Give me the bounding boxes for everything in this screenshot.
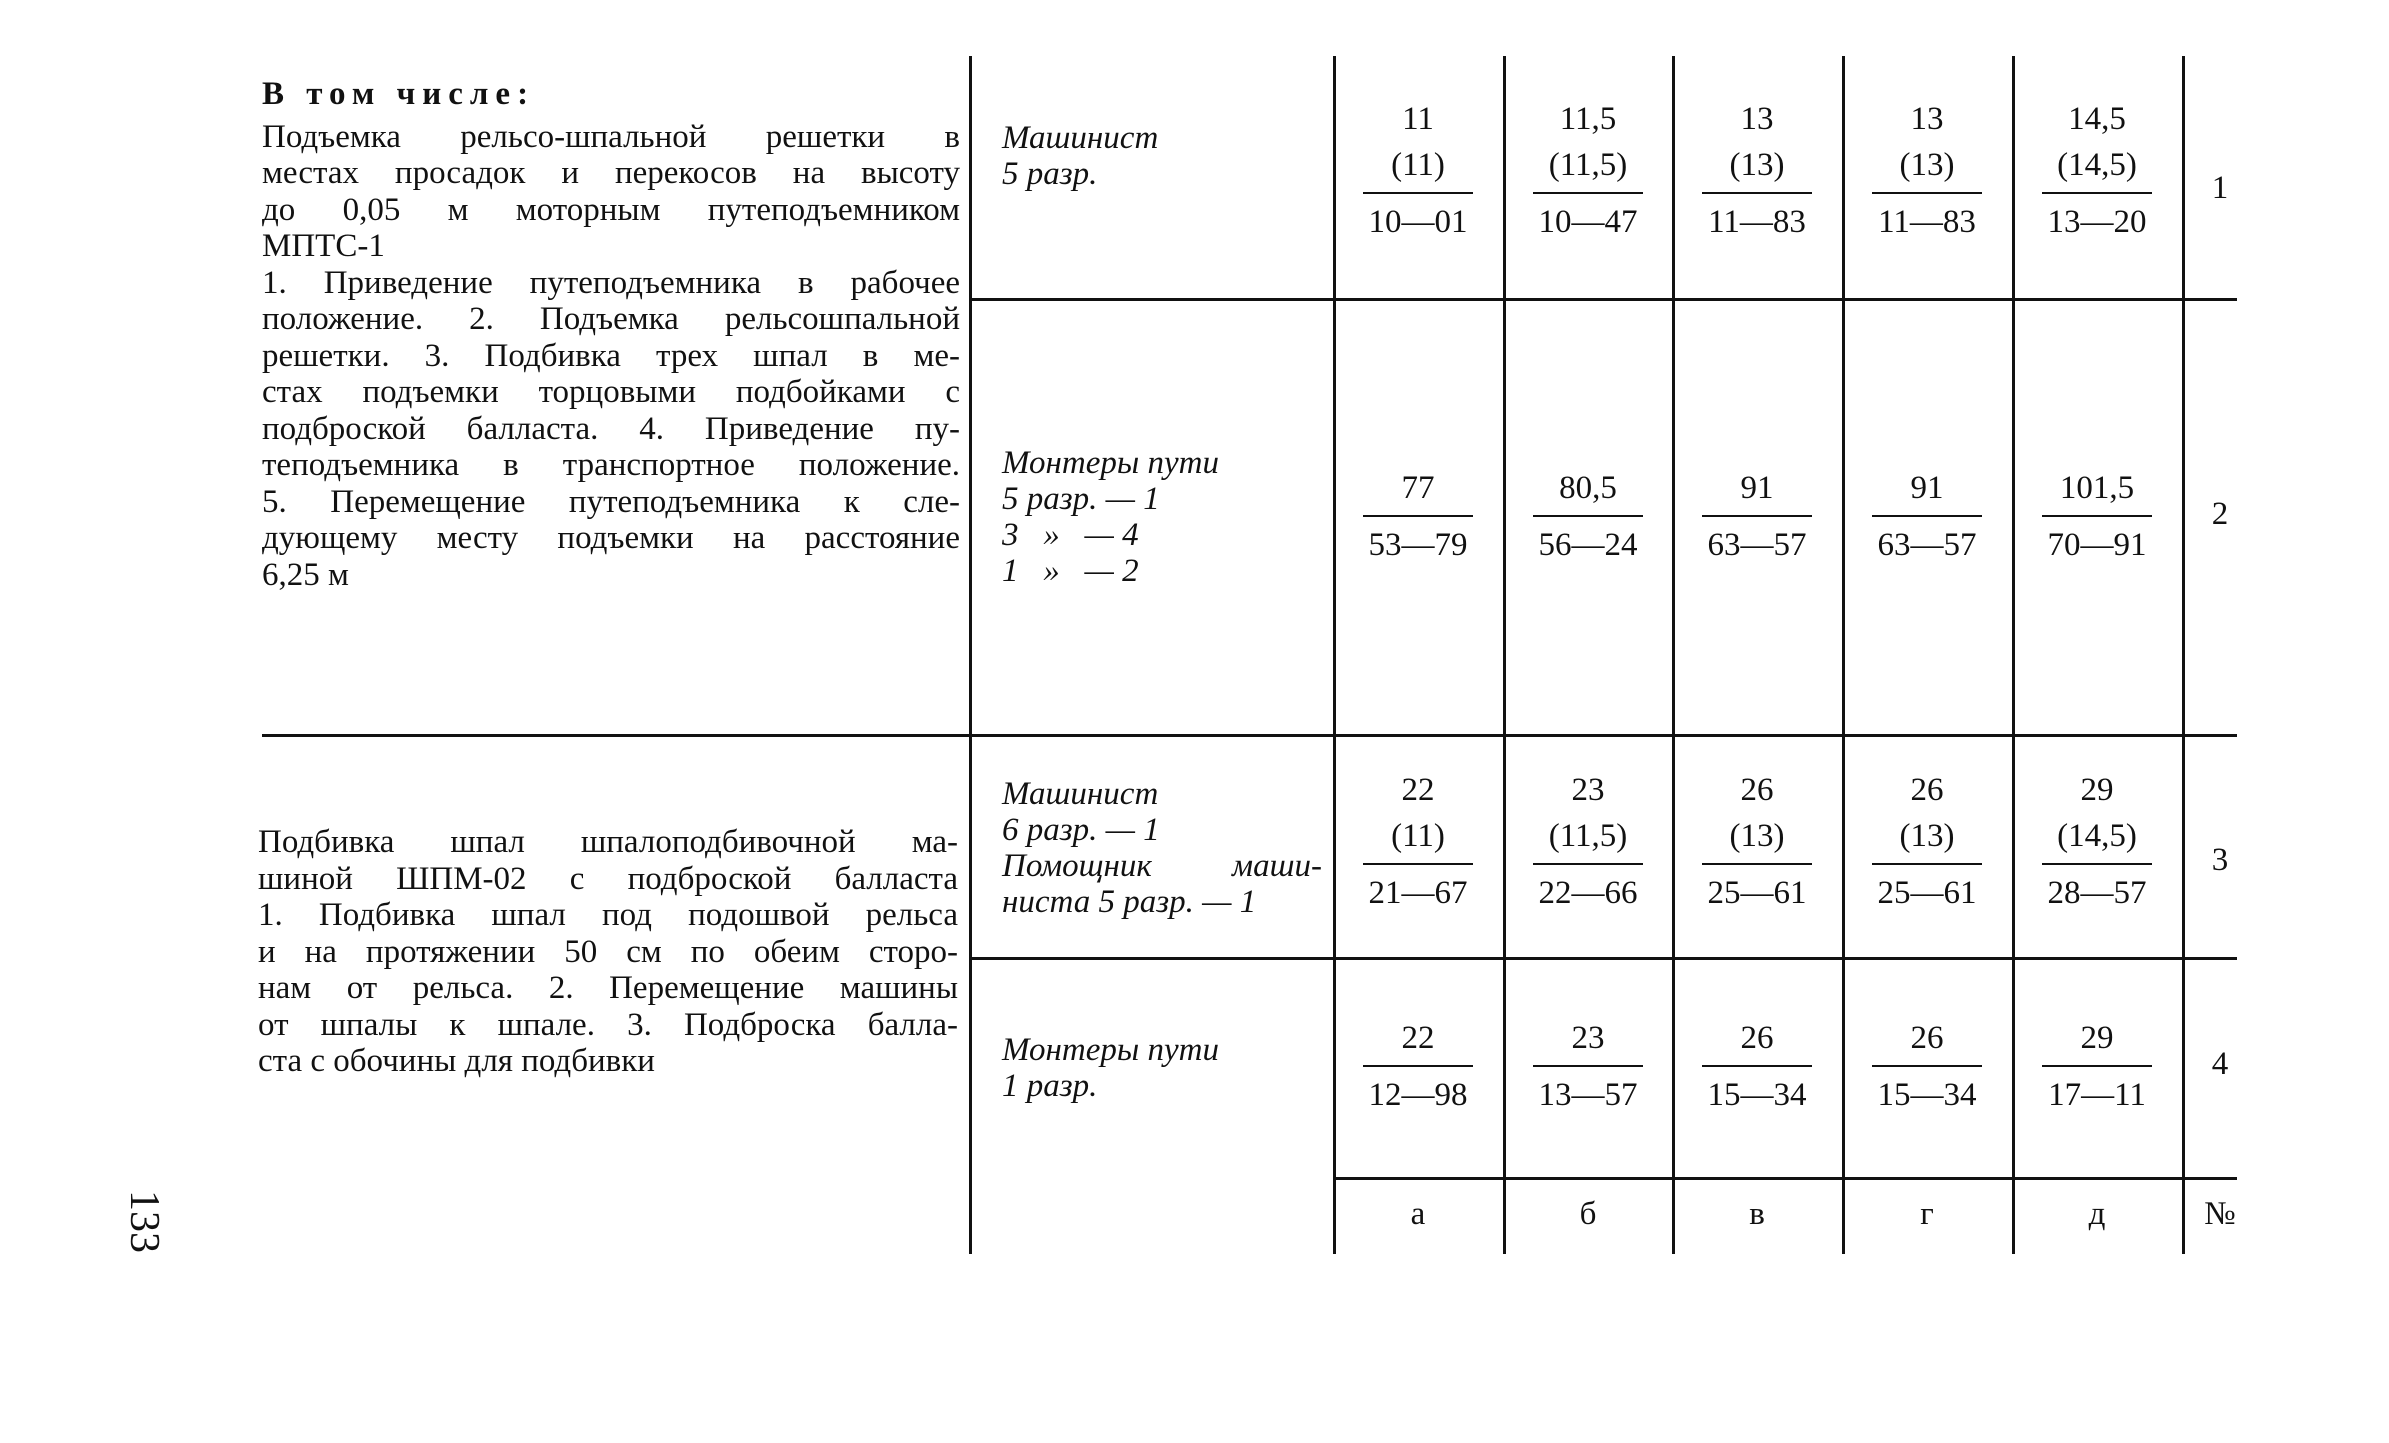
row-number: 2: [2211, 496, 2229, 532]
description-line: положение. 2. Подъемка рельсошпальной: [262, 301, 960, 337]
norm-cell: [1702, 96, 1812, 244]
workers-row-3: [1002, 776, 1322, 920]
workers-row-1: [1002, 120, 1322, 192]
worker-line: Помощник маши-: [1002, 848, 1322, 884]
norm-time: 26: [1740, 772, 1774, 808]
fraction-bar: [1872, 515, 1982, 517]
fraction-bar: [1702, 192, 1812, 194]
worker-line: 1 разр.: [1002, 1068, 1098, 1104]
row-divider-3-4: [969, 957, 2237, 960]
description-line: решетки. 3. Подбивка трех шпал в ме-: [262, 337, 960, 374]
worker-line: ниста 5 разр. — 1: [1002, 884, 1257, 920]
column-divider-number: [2182, 56, 2185, 1254]
norm-time: 13: [1910, 101, 1944, 137]
upper-description: [262, 76, 960, 593]
rate: 13—57: [1538, 1077, 1638, 1113]
description-line: до 0,05 м моторным путеподъемником: [262, 191, 960, 228]
norm-time-previous: (13): [1729, 818, 1785, 854]
norm-time: 101,5: [2059, 470, 2135, 506]
fraction-bar: [2042, 1065, 2152, 1067]
norm-cell: [2042, 96, 2152, 244]
norm-time-previous: (13): [1729, 147, 1785, 183]
description-line: ста с обочины для подбивки: [258, 1043, 655, 1079]
norm-cell: [1872, 767, 1982, 915]
column-label-b: б: [1579, 1196, 1597, 1232]
lower-description: [258, 824, 958, 1080]
norm-time: 91: [1740, 470, 1774, 506]
norm-cell: [1533, 96, 1643, 244]
fraction-bar: [1872, 1065, 1982, 1067]
column-divider-b: [1503, 56, 1506, 1254]
description-line: 6,25 м: [262, 556, 349, 593]
column-divider-a: [1333, 56, 1336, 1254]
norm-cell: [1702, 1015, 1812, 1117]
rate: 11—83: [1708, 204, 1806, 240]
norm-cell: [2042, 767, 2152, 915]
description-line: шиной ШПМ-02 с подброской балласта: [258, 860, 958, 897]
fraction-bar: [1363, 1065, 1473, 1067]
norm-time: 22: [1401, 772, 1435, 808]
column-divider-g: [1842, 56, 1845, 1254]
norm-time: 29: [2080, 1020, 2114, 1056]
norm-time: 11: [1402, 101, 1434, 137]
rate: 63—57: [1877, 527, 1977, 563]
norm-time-previous: (13): [1899, 147, 1955, 183]
rate: 28—57: [2047, 875, 2147, 911]
fraction-bar: [1872, 192, 1982, 194]
rate: 17—11: [2048, 1077, 2146, 1113]
rate: 25—61: [1877, 875, 1977, 911]
worker-line: 5 разр. — 1: [1002, 481, 1160, 517]
column-label-g: г: [1920, 1196, 1934, 1232]
norm-time: 11,5: [1559, 101, 1617, 137]
fraction-bar: [1533, 515, 1643, 517]
fraction-bar: [1702, 1065, 1812, 1067]
description-line: Подъемка рельсо-шпальной решетки в: [262, 118, 960, 155]
norm-time-previous: (14,5): [2057, 147, 2137, 183]
description-line: Подбивка шпал шпалоподбивочной ма-: [258, 824, 958, 860]
row-divider-1-2: [969, 298, 2237, 301]
description-line: теподъемника в транспортное положение.: [262, 447, 960, 483]
norm-time: 91: [1910, 470, 1944, 506]
rate: 56—24: [1538, 527, 1638, 563]
column-label-a: а: [1410, 1196, 1426, 1232]
description-line: нам от рельса. 2. Перемещение машины: [258, 970, 958, 1006]
norm-cell: [1533, 1015, 1643, 1117]
fraction-bar: [1533, 863, 1643, 865]
norm-time: 14,5: [2068, 101, 2126, 137]
rate: 11—83: [1878, 204, 1976, 240]
worker-line: Монтеры пути: [1002, 1032, 1219, 1068]
description-line: 1. Приведение путеподъемника в рабочее: [262, 264, 960, 301]
section-heading: В том числе:: [262, 76, 536, 112]
norm-time: 26: [1910, 772, 1944, 808]
rate: 53—79: [1368, 527, 1468, 563]
worker-line: Монтеры пути: [1002, 445, 1219, 481]
worker-line: 3 » — 4: [1002, 517, 1139, 553]
column-label-d: д: [2088, 1196, 2106, 1232]
norm-cell: [2042, 1015, 2152, 1117]
norm-cell: [1363, 96, 1473, 244]
rate: 10—01: [1368, 204, 1468, 240]
rate: 21—67: [1368, 875, 1468, 911]
number-column-label: №: [2204, 1196, 2236, 1232]
norm-cell: [1363, 1015, 1473, 1117]
norm-cell: [1702, 767, 1812, 915]
rate: 12—98: [1368, 1077, 1468, 1113]
fraction-bar: [2042, 192, 2152, 194]
rate: 13—20: [2047, 204, 2147, 240]
norm-time: 80,5: [1559, 470, 1617, 506]
norm-cell: [1533, 465, 1643, 567]
norm-time-previous: (13): [1899, 818, 1955, 854]
column-divider-v: [1672, 56, 1675, 1254]
norm-time-previous: (11,5): [1548, 147, 1628, 183]
rate: 25—61: [1707, 875, 1807, 911]
norm-cell: [1363, 767, 1473, 915]
norm-cell: [1872, 96, 1982, 244]
norm-cell: [1363, 465, 1473, 567]
table-divider-vertical: [969, 56, 972, 1254]
norm-cell: [1872, 465, 1982, 567]
norm-time: 22: [1401, 1020, 1435, 1056]
description-line: подброской балласта. 4. Приведение пу-: [262, 410, 960, 447]
row-number: 1: [2211, 170, 2229, 206]
worker-line: 6 разр. — 1: [1002, 812, 1160, 848]
worker-line: 5 разр.: [1002, 156, 1098, 192]
fraction-bar: [1872, 863, 1982, 865]
description-line: стах подъемки торцовыми подбойками с: [262, 374, 960, 410]
rate: 10—47: [1538, 204, 1638, 240]
norm-time: 26: [1910, 1020, 1944, 1056]
fraction-bar: [1533, 192, 1643, 194]
fraction-bar: [1363, 515, 1473, 517]
rate: 22—66: [1538, 875, 1638, 911]
description-line: местах просадок и перекосов на высоту: [262, 155, 960, 191]
norm-time: 13: [1740, 101, 1774, 137]
column-labels-top-rule: [1333, 1177, 2237, 1180]
norm-time: 77: [1401, 470, 1435, 506]
row-number: 3: [2211, 842, 2229, 878]
norm-time-previous: (11): [1391, 818, 1445, 854]
rate: 15—34: [1707, 1077, 1807, 1113]
page-number: 133: [121, 1190, 167, 1253]
worker-line: Машинист: [1002, 120, 1159, 156]
block-divider: [262, 734, 2237, 737]
row-number: 4: [2211, 1046, 2229, 1082]
fraction-bar: [1533, 1065, 1643, 1067]
workers-row-4: [1002, 1032, 1322, 1104]
norm-cell: [1702, 465, 1812, 567]
norm-time-previous: (14,5): [2057, 818, 2137, 854]
fraction-bar: [2042, 515, 2152, 517]
fraction-bar: [1363, 863, 1473, 865]
worker-line: 1 » — 2: [1002, 553, 1139, 589]
norm-time: 23: [1571, 772, 1605, 808]
description-line: от шпалы к шпале. 3. Подброска балла-: [258, 1006, 958, 1043]
column-divider-d: [2012, 56, 2015, 1254]
worker-line: Машинист: [1002, 776, 1159, 812]
description-line: дующему месту подъемки на расстояние: [262, 520, 960, 556]
fraction-bar: [2042, 863, 2152, 865]
norm-time-previous: (11): [1391, 147, 1445, 183]
rate: 70—91: [2047, 527, 2147, 563]
description-line: 1. Подбивка шпал под подошвой рельса: [258, 897, 958, 933]
description-line: и на протяжении 50 см по обеим сторо-: [258, 933, 958, 970]
fraction-bar: [1363, 192, 1473, 194]
workers-row-2: [1002, 445, 1322, 589]
norm-cell: [2042, 465, 2152, 567]
norm-time: 23: [1571, 1020, 1605, 1056]
norm-time-previous: (11,5): [1548, 818, 1628, 854]
fraction-bar: [1702, 863, 1812, 865]
norm-cell: [1533, 767, 1643, 915]
fraction-bar: [1702, 515, 1812, 517]
description-line: 5. Перемещение путеподъемника к сле-: [262, 483, 960, 520]
norm-time: 29: [2080, 772, 2114, 808]
column-label-v: в: [1749, 1196, 1765, 1232]
rate: 63—57: [1707, 527, 1807, 563]
norm-cell: [1872, 1015, 1982, 1117]
rate: 15—34: [1877, 1077, 1977, 1113]
description-line: МПТС-1: [262, 228, 385, 264]
norm-time: 26: [1740, 1020, 1774, 1056]
